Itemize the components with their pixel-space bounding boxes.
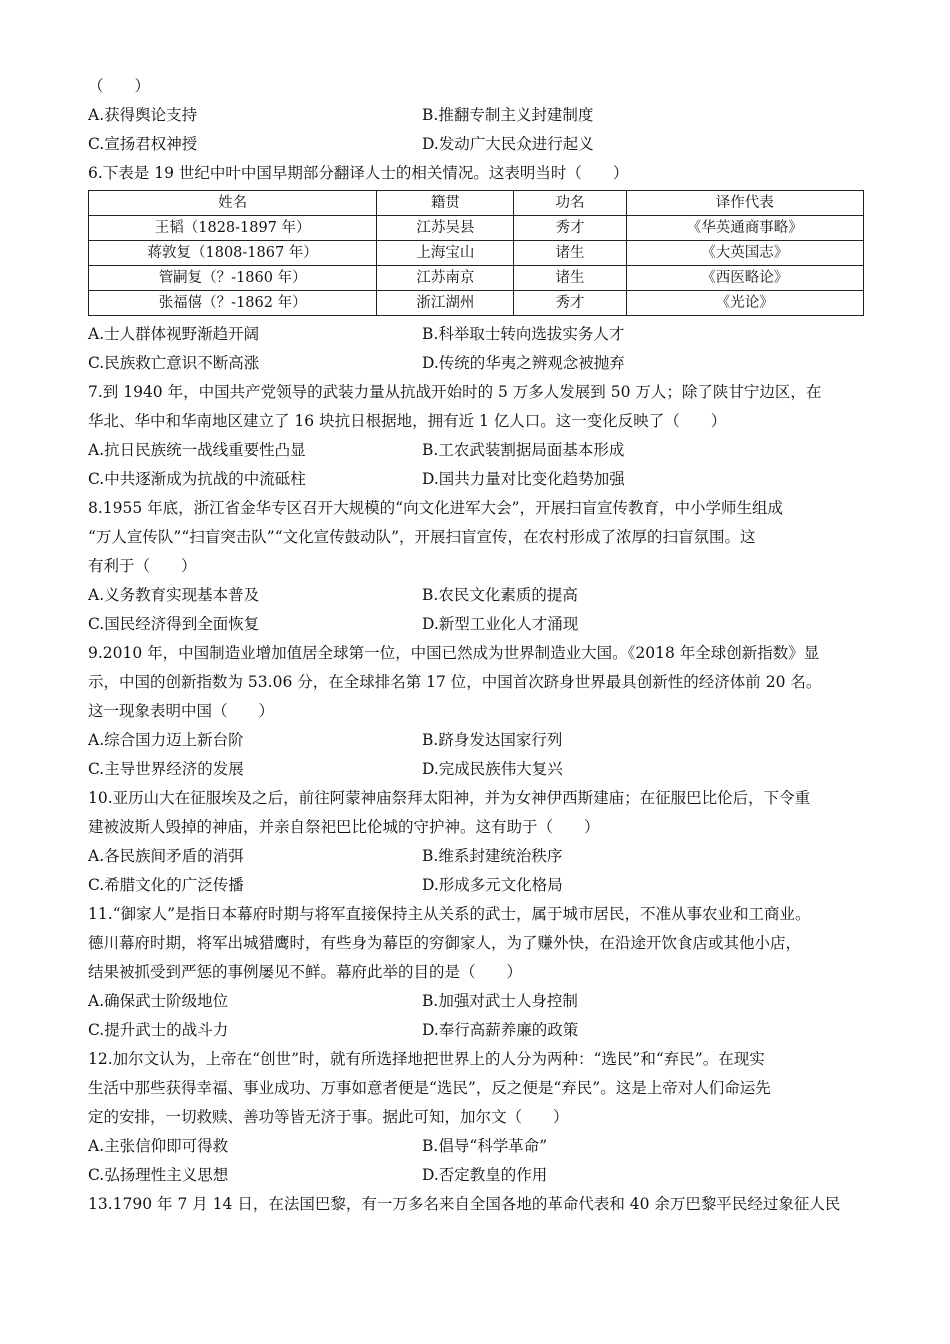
table-cell: 江苏南京 [377, 266, 514, 291]
q7-line-2: 华北、华中和华南地区建立了 16 块抗日根据地，拥有近 1 亿人口。这一变化反映了（ ） [88, 412, 727, 430]
table-cell: 秀才 [514, 216, 626, 241]
q9-option-a: A.综合国力迈上新台阶 [88, 731, 244, 749]
q12-option-a: A.主张信仰即可得救 [88, 1137, 229, 1155]
q6-options-row2 [88, 349, 864, 378]
q7-option-d: D.国共力量对比变化趋势加强 [422, 470, 625, 488]
q12-line-2: 生活中那些获得幸福、事业成功、万事如意者便是“选民”，反之便是“弃民”。这是上帝对人们命运先 [88, 1079, 771, 1097]
q6-option-b: B.科举取士转向选拔实务人才 [422, 325, 625, 343]
q7-option-c: C.中共逐渐成为抗战的中流砥柱 [88, 470, 306, 488]
table-header: 译作代表 [626, 191, 863, 216]
q9-line-3: 这一现象表明中国（ ） [88, 702, 275, 720]
q10-option-a: A.各民族间矛盾的消弭 [88, 847, 244, 865]
table-cell: 上海宝山 [377, 241, 514, 266]
q11-line-2: 德川幕府时期，将军出城猎鹰时，有些身为幕臣的穷御家人，为了赚外快，在沿途开饮食店或其他小店， [88, 934, 802, 952]
q11-line-1: 11.“御家人”是指日本幕府时期与将军直接保持主从关系的武士，属于城市居民，不准从事农业和工商业。 [88, 905, 811, 923]
q12-line-3: 定的安排，一切救赎、善功等皆无济于事。据此可知，加尔文（ ） [88, 1108, 569, 1126]
q12-option-c: C.弘扬理性主义思想 [88, 1166, 229, 1184]
q11-option-c: C.提升武士的战斗力 [88, 1021, 229, 1039]
q12-options-row2 [88, 1161, 864, 1190]
table-cell: 《西医略论》 [626, 266, 863, 291]
q10-line-1: 10.亚历山大在征服埃及之后，前往阿蒙神庙祭拜太阳神，并为女神伊西斯建庙；在征服巴比伦后，下令重 [88, 789, 811, 807]
q10-option-d: D.形成多元文化格局 [422, 876, 563, 894]
q8-option-c: C.国民经济得到全面恢复 [88, 615, 260, 633]
q10-option-b: B.维系封建统治秩序 [422, 847, 563, 865]
q11-options-row1 [88, 987, 864, 1016]
q11-option-a: A.确保武士阶级地位 [88, 992, 229, 1010]
q12-option-b: B.倡导“科学革命” [422, 1137, 548, 1155]
q6-option-a: A.士人群体视野渐趋开阔 [88, 325, 260, 343]
q10-options-row1 [88, 842, 864, 871]
q10-line-2: 建被波斯人毁掉的神庙，并亲自祭祀巴比伦城的守护神。这有助于（ ） [88, 818, 600, 836]
q5-options-row2 [88, 130, 864, 159]
table-row [89, 216, 864, 241]
q10-options-row2 [88, 871, 864, 900]
q11-option-d: D.奉行高薪养廉的政策 [422, 1021, 579, 1039]
q8-line-2: “万人宣传队”“扫盲突击队”“文化宣传鼓动队”，开展扫盲宣传，在农村形成了浓厚的扫盲氛围。这 [88, 528, 756, 546]
table-header-row [89, 191, 864, 216]
q8-options-row1 [88, 581, 864, 610]
table-header: 姓名 [89, 191, 377, 216]
table-header: 籍贯 [377, 191, 514, 216]
q6-stem: 6.下表是 19 世纪中叶中国早期部分翻译人士的相关情况。这表明当时（ ） [88, 164, 629, 182]
table-row [89, 291, 864, 316]
table-cell: 诸生 [514, 241, 626, 266]
q8-options-row2 [88, 610, 864, 639]
q7-option-b: B.工农武装割据局面基本形成 [422, 441, 625, 459]
q7-line-1: 7.到 1940 年，中国共产党领导的武装力量从抗战开始时的 5 万多人发展到 50 万人；除了陕甘宁边区，在 [88, 383, 822, 401]
table-cell: 浙江湖州 [377, 291, 514, 316]
q9-option-c: C.主导世界经济的发展 [88, 760, 244, 778]
q8-option-a: A.义务教育实现基本普及 [88, 586, 260, 604]
q7-options-row1 [88, 436, 864, 465]
table-cell: 管嗣复（？-1860 年） [89, 266, 377, 291]
q5-option-b: B.推翻专制主义封建制度 [422, 106, 594, 124]
table-cell: 《大英国志》 [626, 241, 863, 266]
q5-option-c: C.宣扬君权神授 [88, 135, 198, 153]
q7-option-a: A.抗日民族统一战线重要性凸显 [88, 441, 306, 459]
table-cell: 诸生 [514, 266, 626, 291]
table-cell: 王韬（1828-1897 年） [89, 216, 377, 241]
q12-line-1: 12.加尔文认为，上帝在“创世”时，就有所选择地把世界上的人分为两种：“选民”和“弃民”。在现实 [88, 1050, 765, 1068]
q11-option-b: B.加强对武士人身控制 [422, 992, 578, 1010]
table-header: 功名 [514, 191, 626, 216]
q9-option-b: B.跻身发达国家行列 [422, 731, 563, 749]
q8-option-b: B.农民文化素质的提高 [422, 586, 578, 604]
q5-option-d: D.发动广大民众进行起义 [422, 135, 594, 153]
q6-options-row1 [88, 320, 864, 349]
q12-options-row1 [88, 1132, 864, 1161]
q11-options-row2 [88, 1016, 864, 1045]
q9-options-row2 [88, 755, 864, 784]
q8-line-1: 8.1955 年底，浙江省金华专区召开大规模的“向文化进军大会”，开展扫盲宣传教育，中小学师生组成 [88, 499, 784, 517]
q6-option-d: D.传统的华夷之辨观念被抛弃 [422, 354, 625, 372]
table-cell: 《华英通商事略》 [626, 216, 863, 241]
q9-option-d: D.完成民族伟大复兴 [422, 760, 563, 778]
q10-option-c: C.希腊文化的广泛传播 [88, 876, 244, 894]
table-cell: 张福僖（？-1862 年） [89, 291, 377, 316]
table-row [89, 266, 864, 291]
q11-line-3: 结果被抓受到严惩的事例屡见不鲜。幕府此举的目的是（ ） [88, 963, 523, 981]
q12-option-d: D.否定教皇的作用 [422, 1166, 548, 1184]
q8-line-3: 有利于（ ） [88, 557, 197, 575]
table-cell: 秀才 [514, 291, 626, 316]
q5-options-row1 [88, 101, 864, 130]
table-cell: 江苏吴县 [377, 216, 514, 241]
table-row [89, 241, 864, 266]
table-cell: 蒋敦复（1808-1867 年） [89, 241, 377, 266]
q5-option-a: A.获得舆论支持 [88, 106, 198, 124]
exam-page [88, 72, 864, 1219]
q9-options-row1 [88, 726, 864, 755]
q9-line-2: 示，中国的创新指数为 53.06 分，在全球排名第 17 位，中国首次跻身世界最具创新性的经济体前 20 名。 [88, 673, 822, 691]
translators-table [88, 190, 864, 316]
q8-option-d: D.新型工业化人才涌现 [422, 615, 579, 633]
q6-option-c: C.民族救亡意识不断高涨 [88, 354, 260, 372]
q7-options-row2 [88, 465, 864, 494]
table-cell: 《光论》 [626, 291, 863, 316]
q13-line-1: 13.1790 年 7 月 14 日，在法国巴黎，有一万多名来自全国各地的革命代表和 40 余万巴黎平民经过象征人民 [88, 1195, 841, 1213]
q9-line-1: 9.2010 年，中国制造业增加值居全球第一位，中国已然成为世界制造业大国。《2018 年全球创新指数》显 [88, 644, 820, 662]
q5-tail: （ ） [88, 77, 151, 95]
